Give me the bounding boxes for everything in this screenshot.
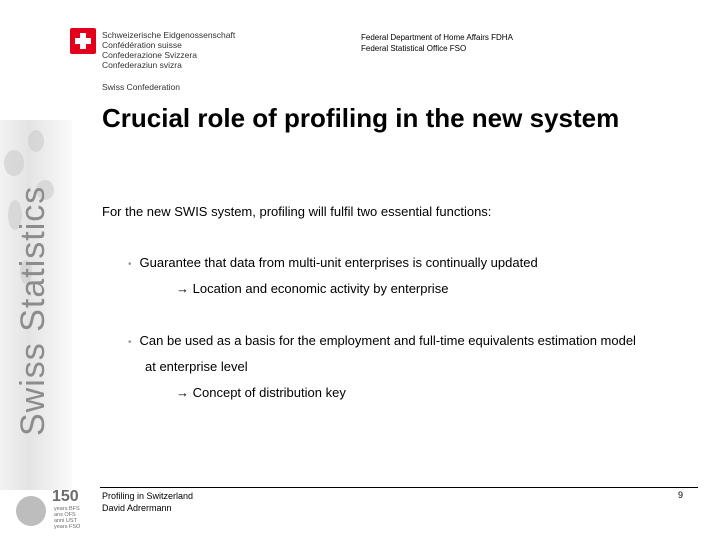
badge-number: 150 bbox=[52, 488, 79, 505]
confederation-line-de: Schweizerische Eidgenossenschaft bbox=[102, 30, 236, 40]
confederation-names bbox=[102, 30, 235, 70]
confederation-line-rm: Confederaziun svizra bbox=[102, 60, 182, 70]
department-name: Federal Department of Home Affairs FDHA bbox=[361, 33, 513, 42]
swiss-statistics-vertical-label: Swiss Statistics bbox=[14, 185, 52, 436]
bullet-text: Can be used as a basis for the employment and full-time equivalents estimation model bbox=[139, 333, 636, 348]
bullet-item-2 bbox=[128, 333, 636, 348]
arrow-icon: → bbox=[176, 281, 189, 296]
badge-line: years FSO bbox=[54, 524, 81, 530]
bullet-continuation: at enterprise level bbox=[145, 359, 248, 374]
confederation-line-fr: Confédération suisse bbox=[102, 40, 182, 50]
sub-point-text: Location and economic activity by enterprise bbox=[192, 281, 449, 296]
badge-circle-icon bbox=[16, 496, 46, 526]
confederation-line-it: Confederazione Svizzera bbox=[102, 50, 197, 60]
bullet-marker: • bbox=[128, 337, 132, 348]
swiss-flag-icon bbox=[70, 28, 96, 54]
department-block bbox=[361, 32, 513, 54]
intro-text: For the new SWIS system, profiling will fulfil two essential functions: bbox=[102, 204, 492, 219]
bullet-item-1 bbox=[128, 255, 538, 270]
sub-point-1 bbox=[176, 281, 448, 296]
page-number: 9 bbox=[678, 490, 684, 500]
badge-line: anni UST bbox=[54, 518, 77, 524]
slide-title: Crucial role of profiling in the new system bbox=[102, 103, 620, 133]
office-name: Federal Statistical Office FSO bbox=[361, 44, 467, 53]
bullet-text: Guarantee that data from multi-unit enterprises is continually updated bbox=[139, 255, 538, 270]
badge-line: ans OFS bbox=[54, 512, 76, 518]
sub-point-2 bbox=[176, 385, 346, 400]
sub-point-text: Concept of distribution key bbox=[192, 385, 346, 400]
arrow-icon: → bbox=[176, 385, 189, 400]
presenter-name: David Adrermann bbox=[102, 503, 172, 513]
footer-divider bbox=[100, 487, 698, 488]
badge-caption bbox=[54, 506, 80, 530]
confederation-english: Swiss Confederation bbox=[102, 82, 180, 92]
badge-line: years BFS bbox=[54, 506, 80, 512]
presentation-title: Profiling in Switzerland bbox=[102, 491, 194, 501]
footer-info bbox=[102, 490, 193, 514]
bullet-marker: • bbox=[128, 259, 132, 270]
anniversary-badge bbox=[16, 488, 86, 533]
